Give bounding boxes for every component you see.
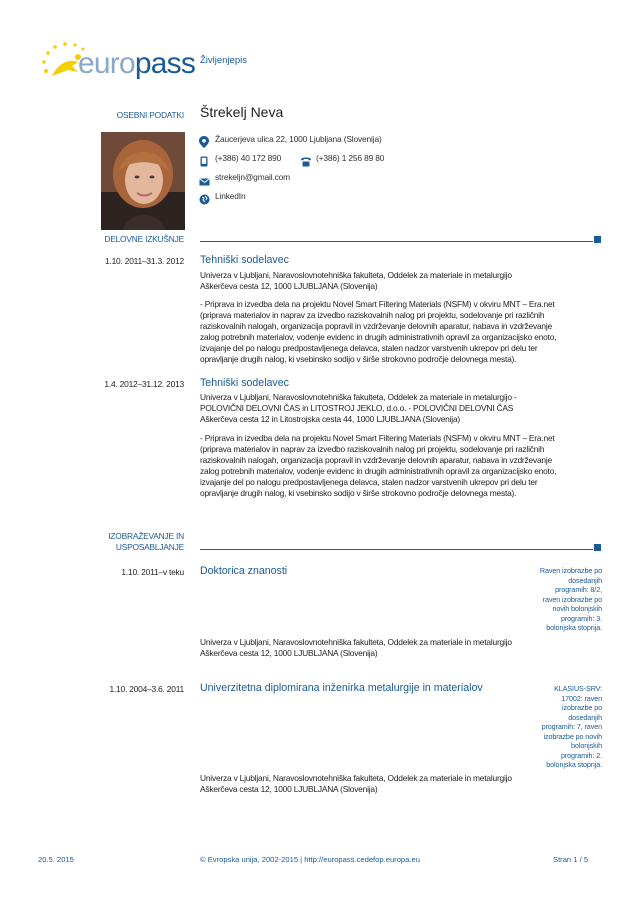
profile-photo xyxy=(101,132,185,230)
section-label-education: IZOBRAŽEVANJE IN USPOSABLJANJE xyxy=(108,531,184,552)
section-label-personal: OSEBNI PODATKI xyxy=(116,110,184,120)
home-phone-number[interactable]: (+386) 1 256 89 80 xyxy=(316,153,385,163)
education-institution: Univerza v Ljubljani, Naravoslovnotehniška fakulteta, Oddelek za materiale in metalurgijo Aškerčeva cesta 12, 1000 LJUBLJANA (Slovenija) xyxy=(200,773,512,794)
job-title: Tehniški sodelavec xyxy=(200,254,289,266)
mobile-phone-number[interactable]: (+386) 40 172 890 xyxy=(215,153,282,163)
job-title: Tehniški sodelavec xyxy=(200,377,289,389)
address-text: Žaucerjeva ulica 22, 1000 Ljubljana (Slovenija) xyxy=(215,134,382,144)
candidate-name: Štrekelj Neva xyxy=(200,104,284,120)
education-level: KLASIUS-SRV: 17002: raven izobrazbe po dosedanjih programih: 7, raven izobrazbe po novih bolonjskih programih: 2. bolonjska stopnja. xyxy=(541,684,602,769)
education-date: 1.10. 2004–3.6. 2011 xyxy=(109,684,184,694)
footer-date: 20.5. 2015 xyxy=(38,855,74,864)
europass-logo xyxy=(38,38,198,86)
email-icon xyxy=(199,174,209,184)
job-date: 1.10. 2011–31.3. 2012 xyxy=(104,256,184,266)
education-level: Raven izobrazbe po dosedanjih programih: 8/2, raven izobrazbe po novih bolonjskih programih: 3. bolonjska stopnja. xyxy=(539,566,602,632)
linkedin-globe-icon xyxy=(199,192,210,203)
location-pin-icon xyxy=(199,135,209,145)
home-phone-icon xyxy=(300,154,312,164)
section-divider xyxy=(200,241,593,242)
footer-page-number: Stran 1 / 5 xyxy=(553,855,589,864)
education-date: 1.10. 2011–v teku xyxy=(121,567,184,577)
job-employer: Univerza v Ljubljani, Naravoslovnotehniška fakulteta, Oddelek za materiale in metalurgijo - POLOVIČNI DELOVNI ČAS in LITOSTROJ JEKLO, d.o.o. - POLOVIČNI DELOVNI ČAS Aškerčeva cesta 12 in Litostrojska cesta 44, 1000 LJUBLJANA (Slovenija) xyxy=(200,392,517,424)
job-description: - Priprava in izvedba dela na projektu Novel Smart Filtering Materials (NSFM) v okviru MNT – Era.net (priprava materialov in naprav za izvedbo raziskovalnih nalog pri projektu, sodelovanje pri različnih raziskovalnih nalogah, organizacija popravil in vzdrževanje delovnih aparatur, nabava in vzdrževanje zalog potrebnih materialov, vodenje evidenc in drugih administrativnih opravil za organizacijsko enoto, izvajanje del po nalogu predpostavljenega delavca, stalen nadzor varstvenih ukrepov pri delu ter opravljanje drugih nalog, ki vsebinsko sodijo v širše strokovno področje delovnega mesta). xyxy=(200,299,557,364)
section-marker xyxy=(594,236,601,243)
job-date: 1.4. 2012–31.12. 2013 xyxy=(104,379,184,389)
education-title: Univerzitetna diplomirana inženirka metalurgije in materialov xyxy=(200,682,483,694)
linkedin-link[interactable]: LinkedIn xyxy=(215,191,246,201)
document-type: Življenjepis xyxy=(200,55,247,66)
education-title: Doktorica znanosti xyxy=(200,565,288,577)
email-link[interactable]: strekeljn@gmail.com xyxy=(215,172,290,182)
section-label-experience: DELOVNE IZKUŠNJE xyxy=(104,234,184,244)
job-employer: Univerza v Ljubljani, Naravoslovnotehniška fakulteta, Oddelek za materiale in metalurgijo Aškerčeva cesta 12, 1000 LJUBLJANA (Slovenija) xyxy=(200,270,512,291)
mobile-phone-icon xyxy=(200,154,210,164)
education-institution: Univerza v Ljubljani, Naravoslovnotehniška fakulteta, Oddelek za materiale in metalurgijo Aškerčeva cesta 12, 1000 LJUBLJANA (Slovenija) xyxy=(200,637,512,658)
europass-wordmark: europass xyxy=(78,47,196,80)
section-marker xyxy=(594,544,601,551)
footer-copyright[interactable]: © Evropska unija, 2002-2015 | http://europass.cedefop.europa.eu xyxy=(200,855,420,864)
job-description: - Priprava in izvedba dela na projektu Novel Smart Filtering Materials (NSFM) v okviru MNT – Era.net (priprava materialov in naprav za izvedbo raziskovalnih nalog pri projektu, sodelovanje pri različnih raziskovalnih nalogah, organizacija popravil in vzdrževanje delovnih aparatur, nabava in vzdrževanje zalog potrebnih materialov, vodenje evidenc in drugih administrativnih opravil za organizacijsko enoto, izvajanje del po nalogu predpostavljenega delavca, stalen nadzor varstvenih ukrepov pri delu ter opravljanje drugih nalog, ki vsebinsko sodijo v širše strokovno področje delovnega mesta). xyxy=(200,433,557,498)
section-divider xyxy=(200,549,593,550)
